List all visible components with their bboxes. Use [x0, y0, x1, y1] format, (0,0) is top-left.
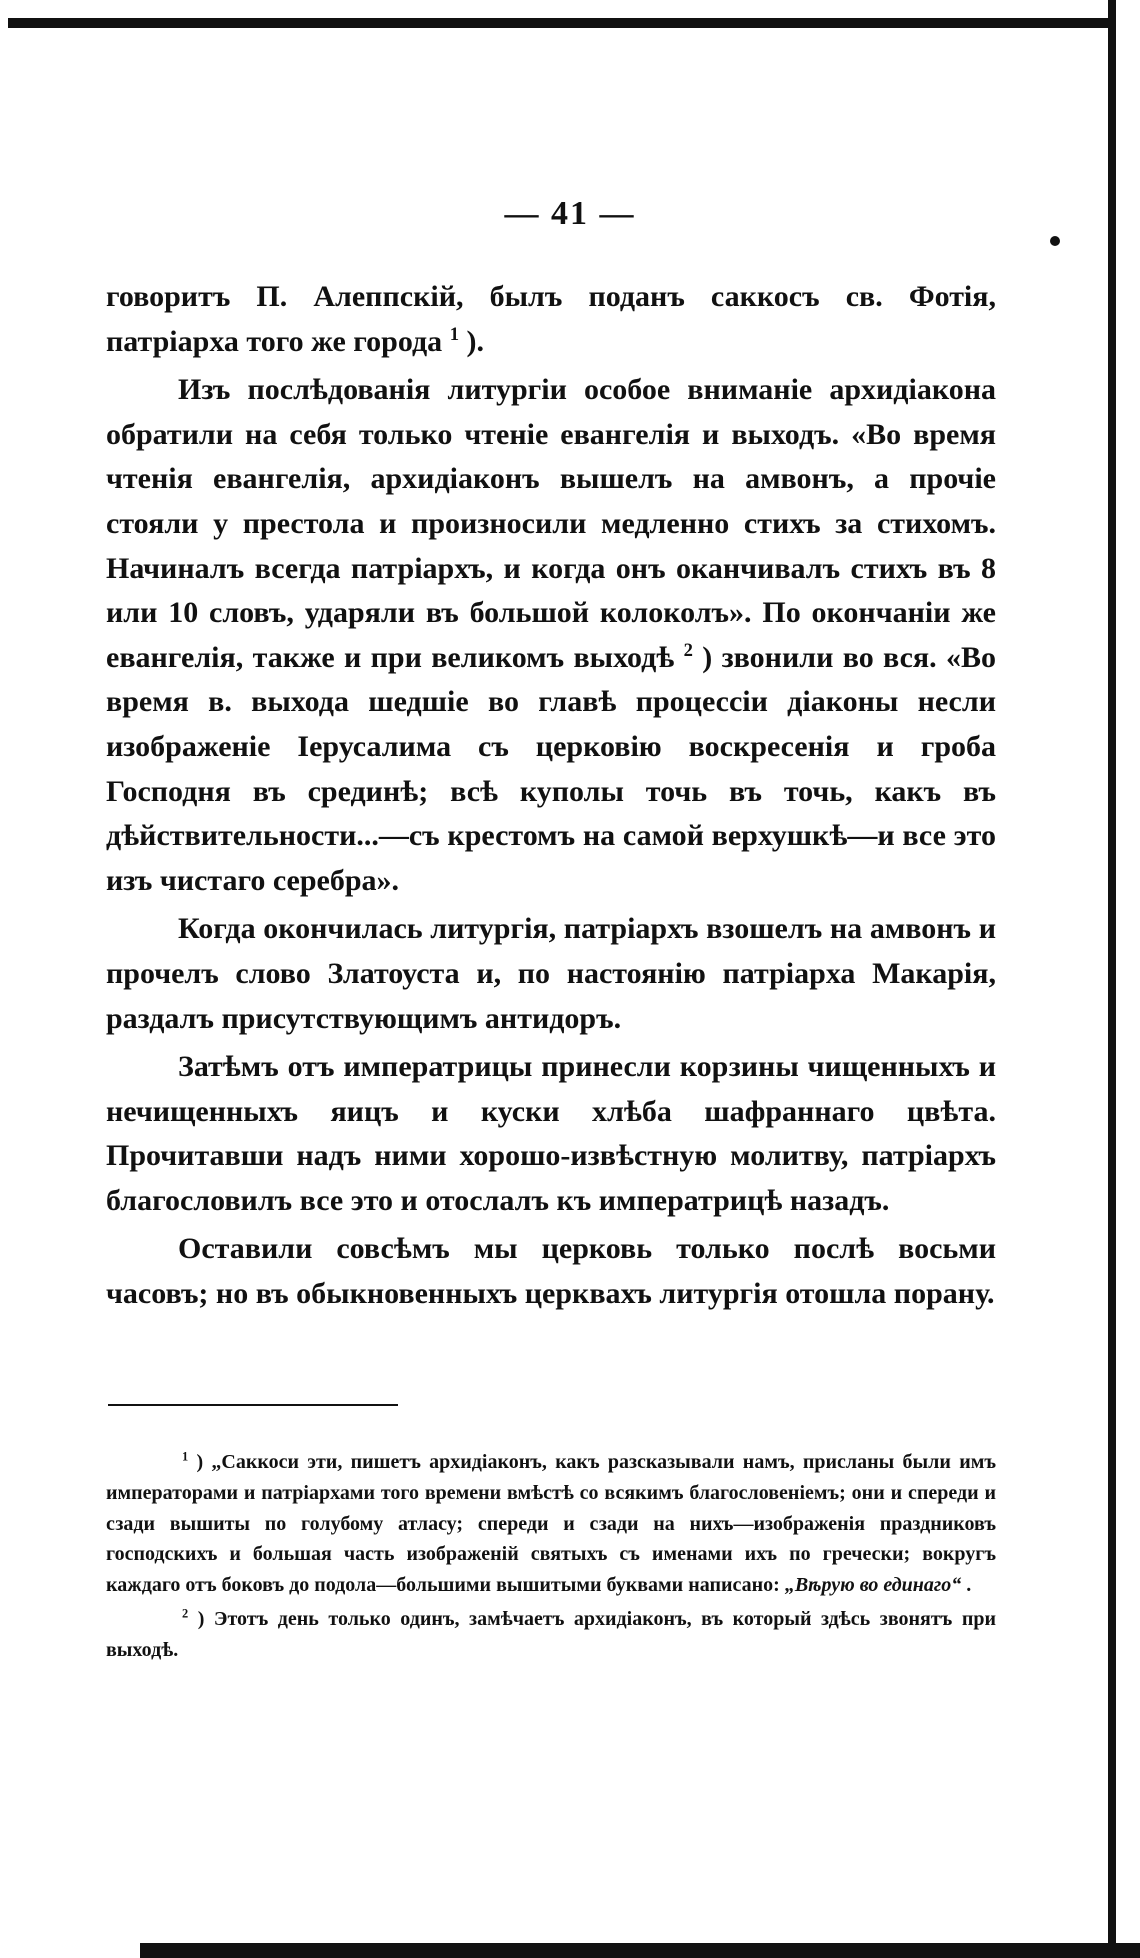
footnotes: [106, 1447, 996, 1669]
paragraph-3-text: Когда окончилась литургія, патріархъ взошелъ на амвонъ и прочелъ слово Златоуста и, по настоянію патріарха Макарія, раздалъ присутствующимъ антидоръ.: [106, 912, 996, 1035]
paragraph-3: [106, 907, 996, 1041]
paragraph-5: [106, 1227, 996, 1316]
footnote-1: [106, 1447, 996, 1601]
paragraph-1-tail: ).: [466, 324, 484, 358]
footnote-marker-2: 2: [182, 1606, 189, 1621]
right-scan-border: [1108, 0, 1116, 1958]
footnote-1-tail: .: [966, 1574, 972, 1597]
paragraph-1: [106, 275, 996, 364]
paragraph-4: [106, 1045, 996, 1223]
paragraph-2-tail: ) звонили во вся. «Во время в. выхода шедшіе во главѣ процессіи діаконы несли изображеніе Іерусалима съ церковію воскресенія и гроба Господня въ срединѣ; всѣ куполы точь въ точь, какъ въ дѣйствительности...—съ крестомъ на самой верхушкѣ—и все это изъ чистаго серебра».: [106, 640, 997, 897]
footnote-reference-1: 1: [449, 323, 459, 345]
paragraph-2: [106, 368, 996, 903]
footnote-reference-2: 2: [683, 639, 693, 661]
footnote-marker-1: 1: [182, 1449, 189, 1464]
main-text: [106, 275, 996, 1321]
paragraph-5-text: Оставили совсѣмъ мы церковь только послѣ восьми часовъ; но въ обыкновенныхъ церквахъ литургія отошла порану.: [106, 1232, 996, 1311]
footnote-1-emphasis: „Вѣрую во единаго“: [784, 1574, 962, 1597]
paragraph-4-text: Затѣмъ отъ императрицы принесли корзины чищенныхъ и нечищенныхъ яицъ и куски хлѣба шафраннаго цвѣта. Прочитавши надъ ними хорошо-извѣстную молитву, патріархъ благословилъ все это и отослалъ къ императрицѣ назадъ.: [106, 1050, 996, 1217]
footnote-2: [106, 1604, 996, 1666]
top-scan-border: [8, 18, 1110, 28]
footnote-2-text: ) Этотъ день только одинъ, замѣчаетъ архидіаконъ, въ который здѣсь звонятъ при выходѣ.: [106, 1607, 997, 1661]
footnote-1-text: ) „Саккоси эти, пишетъ архидіаконъ, какъ разсказывали намъ, присланы были имъ императорами и патріархами того времени вмѣстѣ со всякимъ благословеніемъ; они и спереди и сзади вышиты по голубому атласу; спереди и сзади на нихъ—изображенія праздниковъ господскихъ и большая часть изображеній святыхъ съ именами ихъ по гречески; вокругъ каждаго отъ боковъ до подола—большими вышитыми буквами написано:: [106, 1451, 997, 1597]
bottom-scan-border: [140, 1943, 1140, 1958]
footnote-divider: [108, 1404, 398, 1406]
scan-speck: [1050, 236, 1060, 246]
paragraph-1-text: говоритъ П. Алеппскій, былъ поданъ саккосъ св. Фотія, патріарха того же города: [106, 280, 996, 358]
paragraph-2-text: Изъ послѣдованія литургіи особое вниманіе архидіакона обратили на себя только чтеніе евангелія и выходъ. «Во время чтенія евангелія, архидіаконъ вышелъ на амвонъ, а прочіе стояли у престола и произносили медленно стихъ за стихомъ. Начиналъ всегда патріархъ, и когда онъ оканчивалъ стихъ въ 8 или 10 словъ, ударяли въ большой колоколъ». По окончаніи же евангелія, также и при великомъ выходѣ: [106, 373, 996, 674]
page-number: — 41 —: [504, 195, 636, 232]
